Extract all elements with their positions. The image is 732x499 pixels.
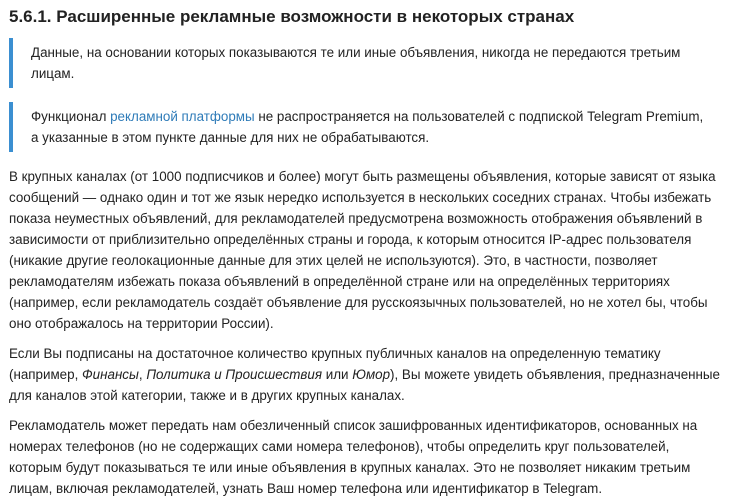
ad-platform-link[interactable]: рекламной платформы [110,109,255,124]
paragraph-line: зависимости от приблизительно определённых страны и города, к которым относится IP-адрес пользователя [9,232,692,247]
paragraph-text: , [138,367,147,382]
note-line [31,106,720,127]
paragraph-line: В крупных каналах (от 1000 подписчиков и более) могут быть размещены объявления, которые зависят от языка [9,169,716,184]
note-line: а указанные в этом пункте данные для них не обрабатываются. [31,130,430,145]
section-heading: 5.6.1. Расширенные рекламные возможности в некоторых странах [9,7,575,26]
paragraph-line: оно отображалось на территории России). [9,316,274,331]
topic-finance: Финансы [82,367,139,382]
paragraph-line: Рекламодатель может передать нам обезличенный список зашифрованных идентификаторов, основанных на [9,418,698,433]
paragraph-line [9,364,720,385]
paragraph-line: (никакие другие геолокационные данные для этих целей не используются). Это, в частности, позволяет [9,253,658,268]
topic-humor: Юмор [352,367,391,382]
paragraph-topics [9,343,720,406]
paragraph-text: ), Вы можете увидеть объявления, предназначенные [390,367,721,382]
paragraph-line: для каналов этой категории, также и в других крупных каналах. [9,388,405,403]
paragraph-line: показа неуместных объявлений, для рекламодателей предусмотрена возможность отображения объявлений в [9,211,703,226]
paragraph-line: которым будут показываться те или иные объявления в крупных каналах. Это не позволяет никаким третьим [9,460,691,475]
paragraph-line: (например, если рекламодатель создаёт объявление для русскоязычных пользователей, но не хотел бы, чтобы [9,295,708,310]
note-line: Данные, на основании которых показываются те или иные объявления, никогда не передаются третьим [31,45,681,60]
paragraph-line: Если Вы подписаны на достаточное количество крупных публичных каналов на определенную тематику [9,346,661,361]
privacy-note-blockquote [9,38,720,88]
paragraph-advertiser-ids [9,415,720,499]
note-text: не распространяется на пользователей с подпиской Telegram Premium, [254,109,704,124]
paragraph-large-channels [9,166,720,334]
paragraph-line: сообщений — однако один и тот же язык нередко используется в нескольких соседних странах. Чтобы избежать [9,190,712,205]
topic-politics: Политика и Происшествия [146,367,323,382]
paragraph-text: или [322,367,353,382]
premium-note-blockquote [9,102,720,152]
paragraph-line: лицам, включая рекламодателей, узнать Ваш номер телефона или идентификатор в Telegram. [9,481,603,496]
note-line: лицам. [31,66,75,81]
paragraph-line: рекламодателям избежать показа объявлений в определённой стране или на определённых территориях [9,274,670,289]
note-text: Функционал [31,109,111,124]
paragraph-text: (например, [9,367,83,382]
paragraph-line: номерах телефонов (но не содержащих сами номера телефонов), чтобы определить круг пользователей, [9,439,670,454]
